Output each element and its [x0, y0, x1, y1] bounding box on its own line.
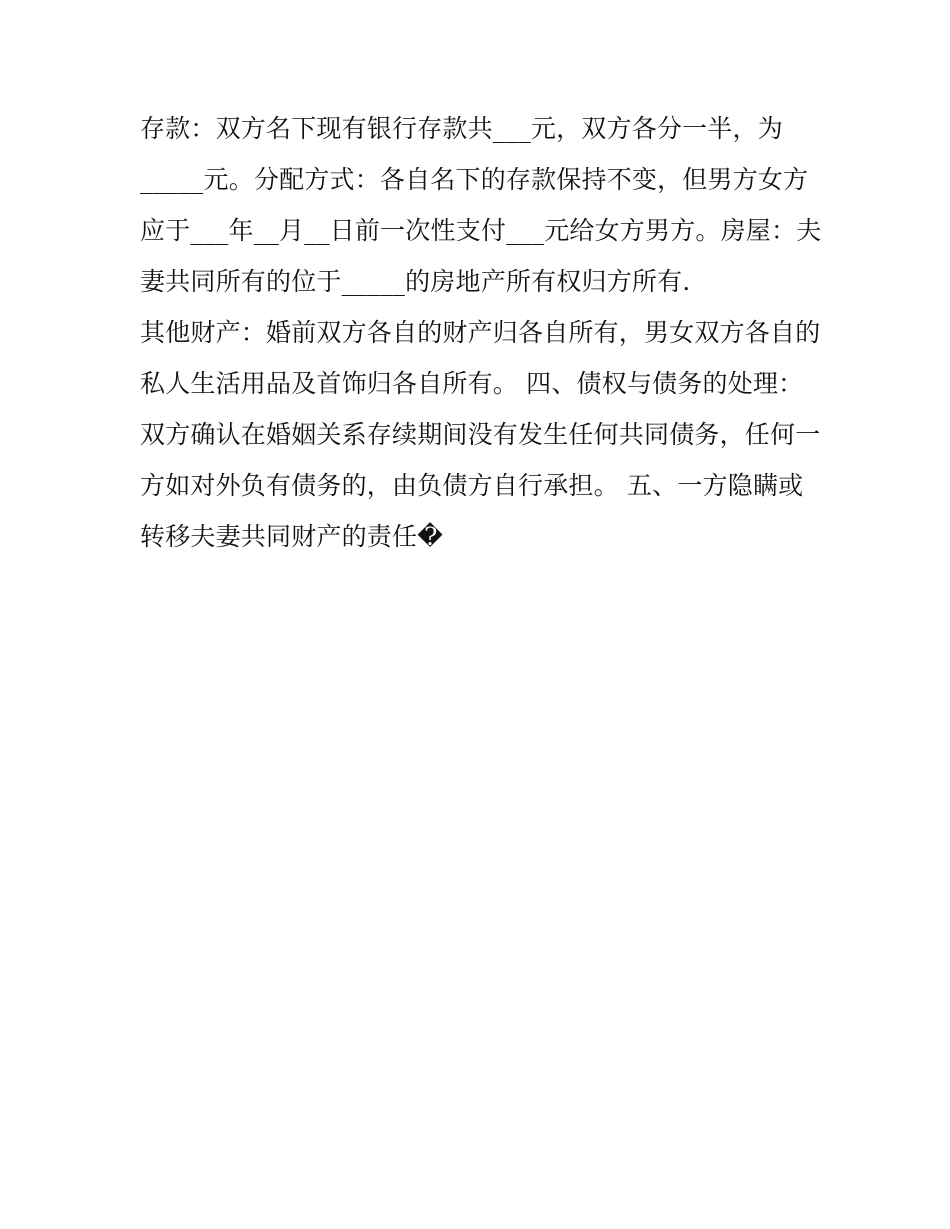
text-line-3: 应于___年__月__日前一次性支付___元给女方男方。房屋：夫 [140, 216, 822, 245]
text-line-8: 方如对外负有债务的，由负债方自行承担。 五、一方隐瞒或 [140, 471, 804, 500]
text-line-9: 转移夫妻共同财产的责任� [140, 522, 444, 551]
text-line-5: 其他财产：婚前双方各自的财产归各自所有，男女双方各自的 [140, 318, 821, 347]
text-line-6: 私人生活用品及首饰归各自所有。 四、债权与债务的处理： [140, 369, 804, 398]
text-line-1: 存款：双方名下现有银行存款共___元，双方各分一半，为 [140, 114, 783, 143]
document-body [140, 103, 820, 562]
text-line-2: _____元。分配方式：各自名下的存款保持不变，但男方女方 [140, 165, 809, 194]
text-line-4: 妻共同所有的位于_____的房地产所有权归方所有. [140, 267, 691, 296]
text-line-7: 双方确认在婚姻关系存续期间没有发生任何共同债务，任何一 [140, 420, 821, 449]
